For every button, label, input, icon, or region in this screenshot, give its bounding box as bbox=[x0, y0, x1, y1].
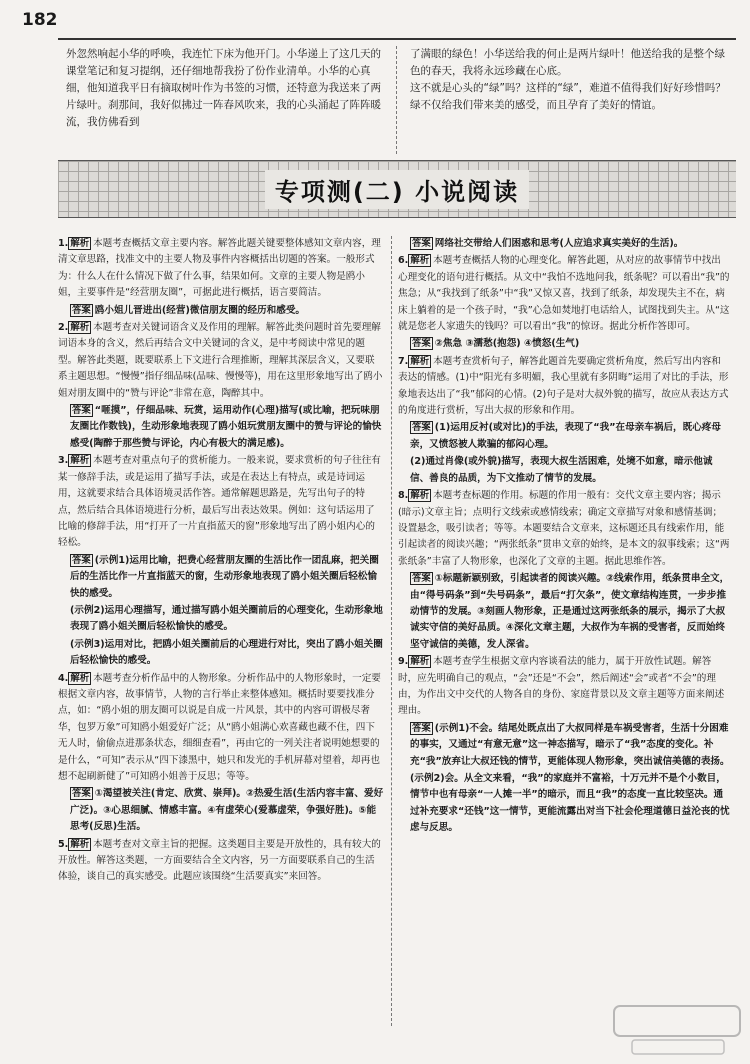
answer-text: (示例1)不会。结尾处既点出了大叔同样是车祸受害者，生活十分困难的事实，又通过“有意无意”这一神态描写，暗示了“我”态度的变化。补充“我”放弃让大叔还钱的情节，更能体现人物形象，突出诚信美德的表扬。 bbox=[410, 722, 730, 767]
answer-item bbox=[58, 637, 384, 670]
top-right-column: 了满眼的绿色！小华送给我的何止是两片绿叶！他送给我的是整个绿色的春天，我将永远珍藏在心底。 这不就是心头的“绿”吗？这样的“绿”，难道不值得我们好好珍惜吗？绿不仅给我们带来美的感受，而且孕育了美好的情谊。 bbox=[410, 48, 726, 111]
label-tag: 解析 bbox=[70, 322, 90, 334]
analysis-text: 本题考查分析作品中的人物形象。分析作品中的人物形象时，一定要根据文章内容，故事情节，人物的言行举止来整体感知。概括时要要找准分点，如：“鸥小姐的朋友圈可以说是自成一片风景，其中的内容可谓极尽奢华，包罗万象”可知鸥小姐爱好广泛；从“鸥小姐满心欢喜藏也藏不住，四下无人时，偷偷点进那条状态，细细查看”，再由它的一列关注者说明她想要的是什么，“可知”表示从“四下漆黑中，她只和发光的手机屏幕对望着，却再也想不起刷新健了”可知鸥小姐善于反思；等等。 bbox=[58, 672, 381, 782]
question-number: 7. bbox=[398, 355, 409, 367]
label-tag: 答案 bbox=[72, 554, 91, 566]
answer-item bbox=[398, 354, 730, 420]
label-tag: 解析 bbox=[70, 838, 90, 850]
answer-text: 网络社交带给人们困惑和思考(人应追求真实美好的生活)。 bbox=[434, 238, 684, 249]
column-divider bbox=[396, 46, 397, 154]
label-tag: 解析 bbox=[410, 656, 430, 668]
answer-item bbox=[58, 320, 384, 402]
analysis-text: 本题考查概括文章主要内容。解答此题关键要整体感知文章内容，理清文章思路，找准文中的主要人物及事件内容概括出切题的答案。一般形式为：什么人在什么情况下做了什么事，结果如何。文章的主要人物是鸥小姐，主要事件是“经营朋友圈”，可据此进行概括，语言要简洁。 bbox=[58, 238, 381, 299]
question-number: 4. bbox=[58, 672, 69, 684]
analysis-text: 本题考查标题的作用。标题的作用一般有：交代文章主要内容；揭示(暗示)文章主旨；点明行文线索或感情线索；确定文章描写对象和感情基调；设置悬念，吸引读者；等等。本题要结合文章来，这标题还具有线索作用，能引起读者的阅读兴趣；“两张纸条”贯串文章的始终，是本文的叙事线索；这“两张纸条”丰富了人物形象，也深化了文章的主题。据此思维作答。 bbox=[398, 490, 730, 567]
answer-text: “咂摸”，仔细品味、玩赏，运用动作(心理)描写(或比喻，把玩味朋友圈比作数钱)，生动形象地表现了鸥小姐玩赏朋友圈中的赞与评论的愉快感受(陶醉于那些赞与评论，内心有极大的满足感)。 bbox=[70, 405, 382, 449]
answer-item bbox=[398, 654, 730, 720]
answer-item bbox=[398, 721, 730, 770]
label-tag: 解析 bbox=[70, 238, 90, 249]
answer-text: ①渴望被关注(肯定、欣赏、崇拜)。②热爱生活(生活内容丰富、爱好广泛)。③心思细腻、情感丰富。④有虚荣心(爱慕虚荣，争强好胜)。⑤能思考(反思)生活。 bbox=[70, 788, 384, 833]
analysis-text: 本题考查对重点句子的赏析能力。一般来说，要求赏析的句子往往有某一修辞手法，或是运用了描写手法，或是在表达上有特点，或是诗词运用，这就要求结合具体语境灵活作答。通常解题思路是，先写出句子的特点，然后结合具体语境进行分析，最后写出表达效果。例如：这句话运用了比喻的修辞手法，用“打开了一片直指蓝天的窗”形象地写出了鸥小姐内心的轻松。 bbox=[58, 455, 381, 549]
answer-item bbox=[58, 671, 384, 786]
watermark-logo bbox=[612, 1004, 742, 1058]
label-tag: 答案 bbox=[72, 304, 91, 316]
label-tag: 解析 bbox=[410, 255, 430, 267]
section-title: 专项测(二) 小说阅读 bbox=[265, 170, 529, 209]
answer-text: 鸥小姐儿晋进出(经营)微信朋友圈的经历和感受。 bbox=[94, 304, 306, 316]
label-tag: 答案 bbox=[72, 788, 91, 800]
answer-item bbox=[398, 336, 730, 352]
question-number: 5. bbox=[58, 838, 69, 850]
answer-item bbox=[398, 253, 730, 335]
answer-item bbox=[58, 403, 384, 452]
answer-text: (示例1)运用比喻，把费心经营朋友圈的生活比作一团乱麻，把关圈后的生活比作一片直指蓝天的窗，生动形象地表现了鸥小姐关圈后轻松愉快的感受。 bbox=[70, 554, 379, 599]
section-banner bbox=[58, 160, 736, 218]
column-divider bbox=[391, 236, 392, 1026]
question-number: 6. bbox=[398, 255, 409, 267]
label-tag: 解析 bbox=[410, 490, 430, 502]
right-answer-column bbox=[398, 236, 730, 838]
answer-text: (1)运用反衬(或对比)的手法，表现了“我”在母亲车祸后，既心疼母亲，又愤怒被人欺骗的郁闷心理。 bbox=[410, 422, 722, 450]
answer-item bbox=[398, 420, 730, 453]
analysis-text: 本题考查对文章主旨的把握。这类题目主要是开放性的，具有较大的开放性。解答这类题，一方面要结合全文内容，另一方面要联系自己的生活体验，谈自己的真实感受。此题应该围绕“生活要真实”来回答。 bbox=[58, 838, 381, 883]
question-number: 1. bbox=[58, 238, 69, 249]
answer-item bbox=[398, 488, 730, 570]
question-number: 2. bbox=[58, 322, 69, 334]
answer-text: ①标题新颖别致，引起读者的阅读兴趣。②线索作用，纸条贯串全文，由“得号码条”到“失号码条”，最后“打欠条”，使文章结构连贯，一步步推动情节的发展。③刻画人物形象，正是通过这两张纸条的展示，揭示了大叔诚实守信的美好品质。④深化文章主题，大叔作为车祸的受害者，反而始终坚守诚信的美德，发人深省。 bbox=[410, 573, 730, 650]
answer-item bbox=[398, 771, 730, 837]
top-left-column: 外忽然响起小华的呼唤，我连忙下床为他开门。小华递上了这几天的课堂笔记和复习提纲，还仔细地帮我扮了份作业清单。小华的心真细，他知道我平日有摘取树叶作为书签的习惯，还特意为我送来了两片绿叶。刹那间，我好似拂过一阵春风吹来，我的心头涌起了阵阵暖流，我仿佛看到 bbox=[66, 48, 381, 128]
label-tag: 答案 bbox=[412, 238, 431, 249]
answer-item bbox=[58, 603, 384, 636]
answer-item bbox=[398, 571, 730, 653]
answer-item bbox=[398, 454, 730, 487]
question-number: 3. bbox=[58, 455, 69, 467]
analysis-text: 本题考查学生根据文章内容谈看法的能力，属于开放性试题。解答时，应先明确自己的观点，“会”还是“不会”，然后阐述“会”或者“不会”的理由，为作出文中交代的人物各自的身份、家庭背景以及文章主题等方面来阐述理由。 bbox=[398, 656, 725, 717]
answer-item bbox=[58, 786, 384, 835]
left-answer-column bbox=[58, 236, 384, 887]
answer-item bbox=[58, 236, 384, 302]
question-number: 9. bbox=[398, 656, 409, 668]
answer-item bbox=[58, 303, 384, 319]
analysis-text: 本题考查概括人物的心理变化。解答此题，从对应的故事情节中找出心理变化的语句进行概括。从文中“我怕不选地问我，纸条呢？可以看出“我”的焦急；从“我找到了纸条”中“我”又惊又喜，找到了纸条，却发现失主不在，病床上躺着的是一个孩子时，“我”心急如焚地打电话给人，试图找到失主。从“这就是您老人家遗失的钱吗？可以看出“我”的惊讶。据此分析作答即可。 bbox=[398, 255, 730, 333]
answer-item bbox=[58, 453, 384, 551]
answer-text: ②焦急 ③濡愁(抱怨) ④愤怒(生气) bbox=[434, 338, 580, 350]
question-number: 8. bbox=[398, 490, 409, 502]
label-tag: 答案 bbox=[412, 722, 431, 734]
answer-text: (示例3)运用对比，把鸥小姐关圈前后的心理进行对比，突出了鸥小姐关圈后轻松愉快的感受。 bbox=[70, 638, 383, 667]
answer-item bbox=[398, 236, 730, 252]
answer-item bbox=[58, 837, 384, 886]
label-tag: 答案 bbox=[412, 338, 431, 350]
label-tag: 解析 bbox=[70, 672, 90, 684]
answer-text: (示例2)会。从全文来看，“我”的家庭并不富裕，十万元并不是个小数目，情节中也有母亲“一人摊一半”的暗示，而且“我”的态度一直比较坚决。通过补充要求“还钱”这一情节，更能流露出对当下社会伦理道德日益沦丧的忧虑与反思。 bbox=[410, 773, 730, 834]
answer-text: (2)通过肖像(或外貌)描写，表现大叔生活困难，处境不如意，暗示他诚信、善良的品质，为下文推动了情节的发展。 bbox=[410, 456, 713, 484]
label-tag: 解析 bbox=[70, 455, 90, 467]
label-tag: 答案 bbox=[412, 422, 431, 434]
analysis-text: 本题考查对关键词语含义及作用的理解。解答此类问题时首先要理解词语本身的含义，然后再结合文中关键词的含义，是中考阅读中常见的题型。解答此类题，既要联系上下文进行合理推断，理解其深层含义，又要联系主题思想。“慢慢”指仔细品味(品味、慢慢等)，用在这里形象地写出了鸥小姐对朋友圈中的“赞与评论”非常在意，陶醉其中。 bbox=[58, 322, 383, 399]
label-tag: 解析 bbox=[410, 355, 430, 367]
page-number: 182 bbox=[22, 10, 58, 30]
analysis-text: 本题考查赏析句子，解答此题首先要确定赏析角度，然后写出内容和表达的情感。(1)中“阳光有多明媚，我心里就有多阴晦”运用了对比的手法，形象地表达出了“我”郁闷的心情。(2)句子是对大叔外貌的描写，故应从表达方式的角度进行赏析，写出大叔的形象和作用。 bbox=[398, 355, 729, 417]
label-tag: 答案 bbox=[72, 405, 91, 417]
answer-text: (示例2)运用心理描写，通过描写鸥小姐关圈前后的心理变化，生动形象地表现了鸥小姐关圈后轻松愉快的感受。 bbox=[70, 604, 383, 633]
previous-section-continuation bbox=[58, 38, 736, 162]
answer-item bbox=[58, 553, 384, 602]
label-tag: 答案 bbox=[412, 573, 431, 585]
